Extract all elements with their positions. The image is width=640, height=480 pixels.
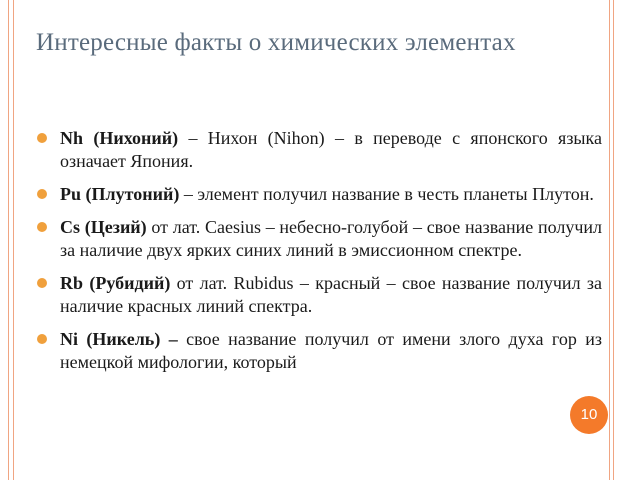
bullet-dot-icon bbox=[37, 334, 47, 344]
slide-title: Интересные факты о химических элементах bbox=[36, 29, 516, 56]
bullet-item-cesium bbox=[36, 216, 602, 262]
element-name: Rb (Рубидий) bbox=[60, 273, 171, 293]
bullet-item-nickel bbox=[36, 328, 602, 374]
left-border-line-outer bbox=[8, 0, 9, 480]
bullet-list bbox=[36, 127, 602, 384]
left-border-line-inner bbox=[13, 0, 14, 480]
bullet-item-rubidium bbox=[36, 272, 602, 318]
element-description: свое название получил от имени злого духа гор из немецкой мифологии, который bbox=[60, 329, 602, 372]
bullet-item-plutonium bbox=[36, 183, 602, 206]
element-description: от лат. Rubidus – красный – свое название получил за наличие красных линий спектра. bbox=[60, 273, 602, 316]
element-name: Nh (Нихоний) bbox=[60, 128, 179, 148]
bullet-dot-icon bbox=[37, 133, 47, 143]
element-name: Pu (Плутоний) bbox=[60, 184, 180, 204]
page-number-badge: 10 bbox=[570, 396, 608, 434]
right-border-line-inner bbox=[609, 0, 610, 480]
element-description: – элемент получил название в честь планеты Плутон. bbox=[179, 184, 594, 204]
bullet-dot-icon bbox=[37, 189, 47, 199]
bullet-dot-icon bbox=[37, 278, 47, 288]
element-name: Ni (Никель) – bbox=[60, 329, 178, 349]
element-name: Cs (Цезий) bbox=[60, 217, 147, 237]
element-description: – Нихон (Nihon) – в переводе с японского языка означает Япония. bbox=[60, 128, 602, 171]
bullet-dot-icon bbox=[37, 222, 47, 232]
element-description: от лат. Caesius – небесно-голубой – свое название получил за наличие двух ярких синих линий в эмиссионном спектре. bbox=[60, 217, 602, 260]
bullet-item-nihonium bbox=[36, 127, 602, 173]
right-border-line-outer bbox=[613, 0, 614, 480]
